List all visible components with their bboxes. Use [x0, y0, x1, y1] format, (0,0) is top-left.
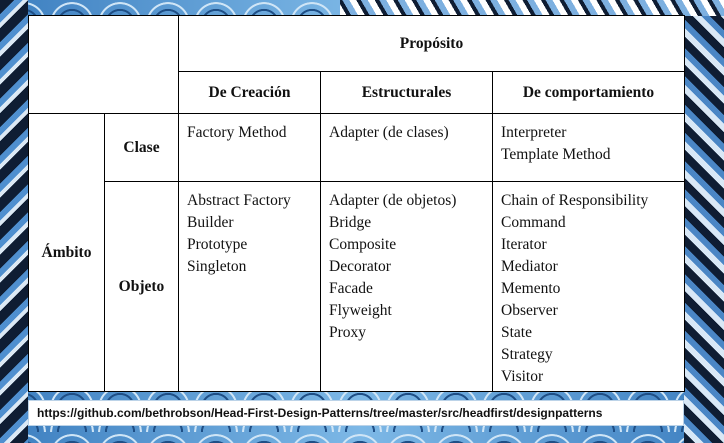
pattern-name: Iterator [501, 236, 547, 253]
clase-comportamiento-cell [493, 114, 685, 182]
pattern-name: Visitor [501, 368, 544, 385]
background-pattern-left [0, 0, 28, 443]
corner-cell [29, 16, 179, 114]
pattern-name: Adapter (de objetos) [329, 192, 457, 209]
pattern-name: Bridge [329, 214, 372, 231]
pattern-name: Adapter (de clases) [329, 124, 449, 141]
row-label-objeto: Objeto [105, 182, 179, 392]
pattern-name: State [501, 324, 532, 341]
pattern-name: Observer [501, 302, 558, 319]
background-pattern-top [340, 0, 724, 16]
pattern-name: Command [501, 214, 566, 231]
pattern-name: Chain of Responsibility [501, 192, 649, 209]
objeto-creacion-cell [179, 182, 321, 392]
pattern-name: Builder [187, 214, 234, 231]
column-header-estructurales: Estructurales [321, 72, 493, 114]
pattern-name: Factory Method [187, 124, 287, 141]
column-header-creacion: De Creación [179, 72, 321, 114]
pattern-name: Memento [501, 280, 561, 297]
pattern-name: Strategy [501, 346, 553, 363]
pattern-name: Prototype [187, 236, 248, 253]
objeto-estructurales-cell [321, 182, 493, 392]
column-header-comportamiento: De comportamiento [493, 72, 685, 114]
proposito-header: Propósito [179, 16, 685, 72]
design-patterns-table [28, 15, 685, 392]
clase-creacion-cell [179, 114, 321, 182]
objeto-comportamiento-cell [493, 182, 685, 392]
source-url-caption: https://github.com/bethrobson/Head-First-Design-Patterns/tree/master/src/headfirst/designpatterns [28, 400, 684, 426]
pattern-name: Facade [329, 280, 373, 297]
pattern-name: Abstract Factory [187, 192, 291, 209]
ambito-label: Ámbito [29, 114, 105, 392]
pattern-name: Proxy [329, 324, 367, 341]
pattern-name: Flyweight [329, 302, 392, 319]
pattern-name: Template Method [501, 146, 611, 163]
pattern-name: Singleton [187, 258, 247, 275]
clase-estructurales-cell [321, 114, 493, 182]
pattern-name: Mediator [501, 258, 558, 275]
pattern-name: Interpreter [501, 124, 567, 141]
background-pattern-right [684, 0, 724, 443]
row-label-clase: Clase [105, 114, 179, 182]
pattern-name: Decorator [329, 258, 391, 275]
pattern-name: Composite [329, 236, 397, 253]
